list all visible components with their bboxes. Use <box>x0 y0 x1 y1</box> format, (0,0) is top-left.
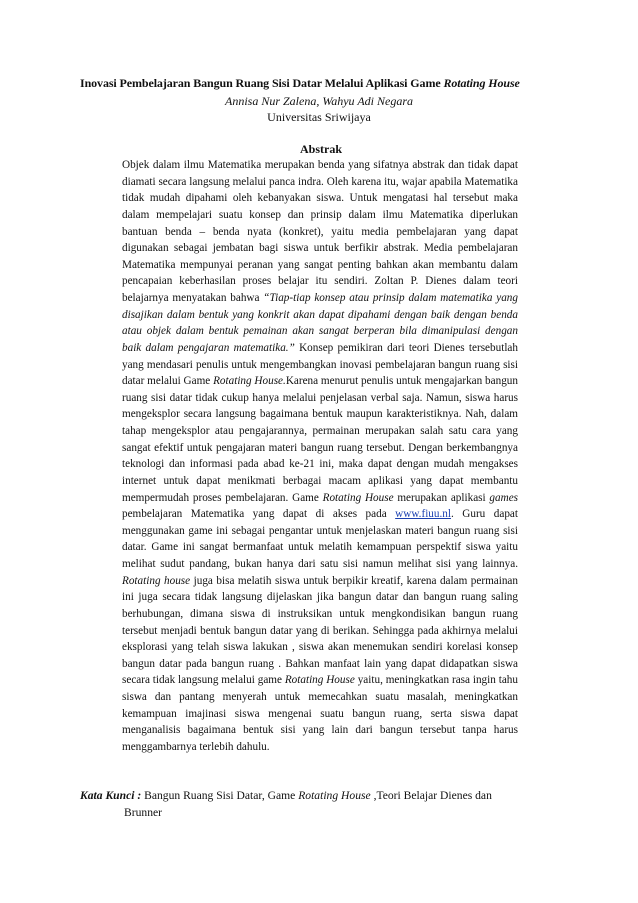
game-name: Rotating House. <box>213 375 286 388</box>
keywords-text-1: Bangun Ruang Sisi Datar, Game <box>141 789 299 802</box>
keywords-label: Kata Kunci : <box>80 789 142 802</box>
abstract-text-8: yaitu, meningkatkan rasa ingin tahu siswa dan pantang menyerah untuk memecahkan suatu masalah, meningkatkan kemampuan imajinasi siswa mengenai suatu bangun ruang, serta siswa dapat menganalisis bagaimana bentuk sisi yang lain dari bangun tersebut tanpa harus menggambarnya terlebih dahulu. <box>122 674 518 753</box>
keywords-italic: Rotating House <box>298 789 371 802</box>
keywords-line-2: Brunner <box>124 806 162 819</box>
game-name: Rotating house <box>122 574 191 587</box>
games-word: games <box>489 491 519 504</box>
keywords-line <box>80 789 540 802</box>
game-name: Rotating House <box>322 491 394 504</box>
affiliation: Universitas Sriwijaya <box>267 110 371 124</box>
website-link[interactable]: www.fiuu.nl <box>395 508 451 521</box>
author-list: Annisa Nur Zalena, Wahyu Adi Negara <box>224 94 413 108</box>
paper-title-italic: Rotating House <box>443 76 520 90</box>
abstract-text-7: juga bisa melatih siswa untuk berpikir kreatif, karena dalam permainan ini juga secara tidak langsung dijelaskan jika bangun datar dan bangun ruang saling berhubungan, dimana siswa di instruksikan untuk mengkondisikan bangun ruang tersebut menjadi bentuk bangun datar yang di berikan. Sehingga pada akhirnya melalui eksplorasi yang telah siswa lakukan , siswa akan menemukan sendiri korelasi konsep bangun datar pada bangun ruang . Bahkan manfaat lain yang dapat didapatkan siswa secara tidak langsung melalui game <box>122 574 518 687</box>
game-name: Rotating House <box>284 674 355 687</box>
paper-title <box>80 76 560 91</box>
abstract-text-4: merupakan aplikasi <box>393 491 490 504</box>
dienes-quote: “Tiap-tiap konsep atau prinsip dalam matematika yang disajikan dalam bentuk yang konkrit akan dapat dipahami dengan baik dengan benda atau objek dalam bentuk pemainan akan sangat berperan bila dimanipulasi dengan baik dalam pengajaran matematika.” <box>122 292 518 354</box>
abstract-text-1: Objek dalam ilmu Matematika merupakan benda yang sifatnya abstrak dan tidak dapat diamati secara langsung melalui panca indra. Oleh karena itu, wajar apabila Matematika tidak mudah dipahami oleh kebanyakan siswa. Untuk mengatasi hal tersebut maka dalam mempelajari suatu konsep dan prinsip dalam ilmu Matematika diperlukan bantuan benda – benda nyata (konkret), yaitu media pembelajaran yang dapat digunakan sebagai jembatan bagi siswa untuk berfikir abstrak. Media pembelajaran Matematika mempunyai peranan yang sangat penting bahkan akan membantu dalam pencapaian keberhasilan proses belajar itu sendiri. Zoltan P. Dienes dalam teori belajarnya menyatakan bahwa <box>122 159 518 304</box>
paper-title-main: Inovasi Pembelajaran Bangun Ruang Sisi Datar Melalui Aplikasi Game <box>80 76 444 90</box>
abstract-text-6: . Guru dapat menggunakan game ini sebagai pengantar untuk menjelaskan materi bangun ruang sisi datar. Game ini sangat bermanfaat untuk melatih kemampuan perspektif siswa yaitu melihat sudut pandang, bukan hanya dari satu sisi namun melihat sisi yang lainnya. <box>122 508 518 570</box>
abstract-text-3: Karena menurut penulis untuk mengajarkan bangun ruang sisi datar tidak cukup hanya melalui penjelasan verbal saja. Namun, siswa harus mengeksplor secara langsung bagaimana bentuk maupun karakteristiknya. Nah, dalam tahap mengeksplor atau pengajarannya, permainan merupakan salah satu cara yang sangat efektif untuk pengajaran materi bangun ruang tersebut. Dengan berkembangnya teknologi dan informasi pada abad ke-21 ini, maka dapat dengan mudah mengakses internet untuk dapat menikmati berbagai macam aplikasi yang dapat membantu mempermudah proses pembelajaran. Game <box>122 375 518 504</box>
abstract-text-5: pembelajaran Matematika yang dapat di akses pada <box>122 508 396 521</box>
abstract-body <box>122 157 518 756</box>
keywords-text-2: ,Teori Belajar Dienes dan <box>370 789 492 802</box>
abstract-heading: Abstrak <box>299 142 342 156</box>
abstract-text-2: Konsep pemikiran dari teori Dienes tersebutlah yang mendasari penulis untuk mengembangkan inovasi pembelajaran bangun ruang sisi datar melalui Game <box>122 341 518 388</box>
